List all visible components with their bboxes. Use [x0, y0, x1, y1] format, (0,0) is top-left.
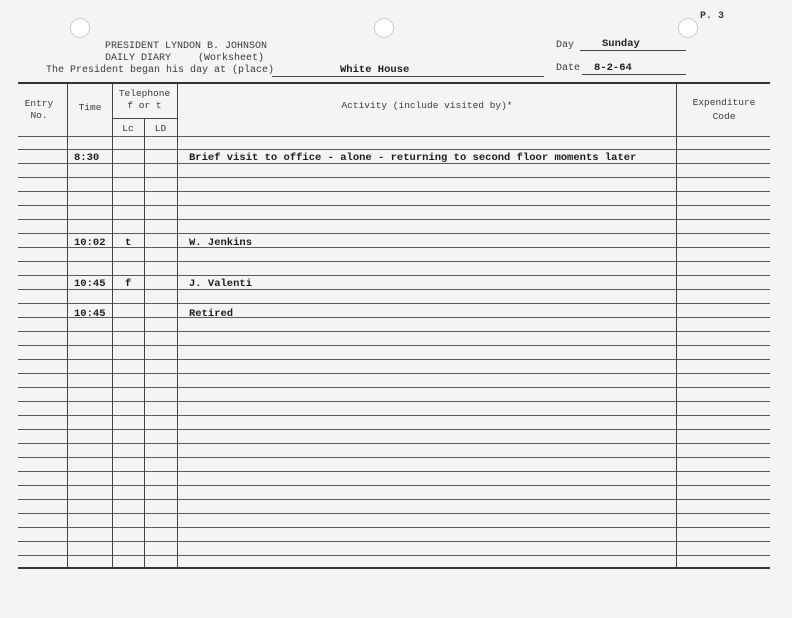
place-underline: [272, 76, 544, 77]
ruled-line: [18, 499, 770, 500]
ruled-line: [18, 457, 770, 458]
entry-activity: J. Valenti: [189, 278, 253, 290]
ruled-line: [18, 415, 770, 416]
entry-time: 10:02: [74, 237, 106, 249]
diary-title: DAILY DIARY: [105, 53, 172, 64]
ruled-line: [18, 485, 770, 486]
ruled-line: [18, 373, 770, 374]
col-head-time: Time: [78, 102, 102, 113]
date-underline: [582, 74, 686, 75]
day-value: Sunday: [602, 38, 640, 50]
col-head-lc: Lc: [122, 123, 134, 134]
began-day-label: The President began his day at (place): [46, 65, 275, 76]
ruled-line: [18, 233, 770, 234]
entry-activity: Brief visit to office - alone - returning to second floor moments later: [189, 152, 637, 164]
col-divider-lc: [144, 118, 145, 568]
ruled-line: [18, 567, 770, 569]
entry-telephone-code: t: [125, 237, 132, 249]
ruled-line: [18, 136, 770, 137]
col-divider-activity: [676, 84, 677, 568]
ruled-line: [18, 177, 770, 178]
ruled-line: [18, 219, 770, 220]
col-head-f-or-t: f or t: [127, 100, 162, 111]
day-underline: [580, 50, 686, 51]
col-head-activity: Activity (include visited by)*: [341, 100, 513, 111]
ruled-line: [18, 149, 770, 150]
ruled-line: [18, 359, 770, 360]
ruled-line: [18, 261, 770, 262]
ruled-line: [18, 205, 770, 206]
ruled-line: [18, 331, 770, 332]
ruled-line: [18, 541, 770, 542]
ruled-line: [18, 555, 770, 556]
binder-hole-left: [70, 18, 90, 38]
entry-time: 10:45: [74, 278, 106, 290]
binder-hole-right: [678, 18, 698, 38]
ruled-line: [18, 275, 770, 276]
ruled-line: [18, 387, 770, 388]
worksheet-label: (Worksheet): [198, 53, 265, 64]
entry-time: 10:45: [74, 308, 106, 320]
ruled-line: [18, 429, 770, 430]
ruled-line: [18, 82, 770, 84]
col-head-ld: LD: [154, 123, 167, 134]
entry-activity: W. Jenkins: [189, 237, 253, 249]
entry-time: 8:30: [74, 152, 100, 164]
day-label: Day: [556, 40, 575, 51]
entry-activity: Retired: [189, 308, 234, 320]
binder-hole-middle: [374, 18, 394, 38]
ruled-line: [18, 527, 770, 528]
col-divider-time: [112, 84, 113, 568]
page-number: P. 3: [700, 11, 725, 22]
ruled-line: [18, 191, 770, 192]
col-head-expenditure: Expenditure Code: [692, 97, 756, 122]
entry-telephone-code: f: [125, 278, 132, 290]
ruled-line: [18, 401, 770, 402]
ruled-line: [18, 345, 770, 346]
ruled-line: [18, 513, 770, 514]
telephone-subrule: [112, 118, 177, 119]
date-value: 8-2-64: [594, 62, 632, 74]
place-value: White House: [340, 64, 410, 76]
col-divider-entry: [67, 84, 68, 568]
col-divider-ld: [177, 84, 178, 568]
ruled-line: [18, 471, 770, 472]
col-head-telephone: Telephone: [118, 88, 171, 99]
president-name: PRESIDENT LYNDON B. JOHNSON: [105, 41, 268, 52]
col-head-entry: Entry No.: [24, 98, 54, 121]
date-label: Date: [556, 63, 581, 74]
ruled-line: [18, 317, 770, 318]
ruled-line: [18, 443, 770, 444]
ruled-line: [18, 303, 770, 304]
